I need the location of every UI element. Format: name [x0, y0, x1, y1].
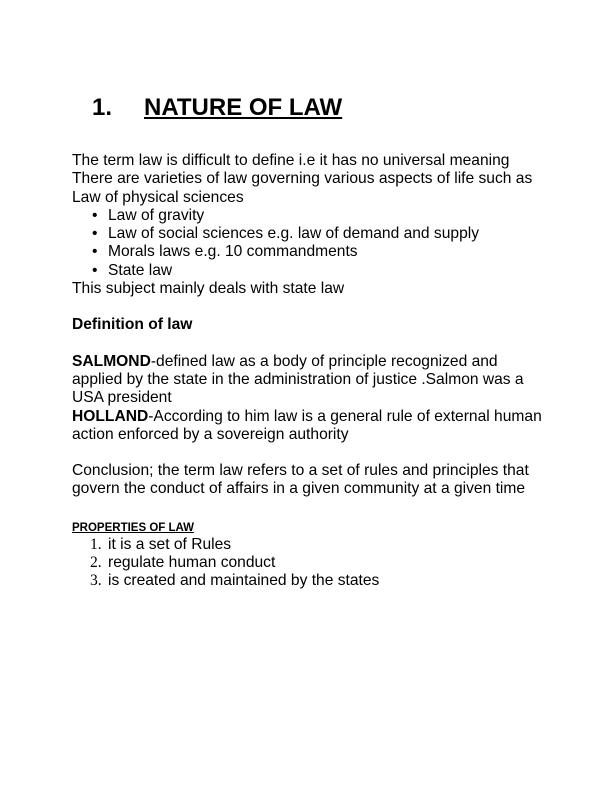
list-item: • State law — [72, 262, 552, 280]
intro-paragraph-3: Law of physical sciences — [72, 188, 244, 206]
salmond-name: SALMOND — [72, 352, 151, 370]
item-number: 3. — [90, 572, 102, 590]
item-text: is created and maintained by the states — [108, 572, 380, 590]
holland-definition — [72, 408, 552, 445]
list-item: • Law of gravity — [72, 207, 552, 225]
intro-paragraph-2: There are varieties of law governing various aspects of life such as — [72, 170, 533, 188]
item-text: regulate human conduct — [108, 554, 276, 572]
list-item — [72, 554, 552, 572]
salmond-text: -defined law as a body of principle recognized and applied by the state in the administration of justice .Salmon was a USA president — [72, 352, 524, 407]
heading-title: NATURE OF LAW — [144, 94, 343, 121]
properties-heading: PROPERTIES OF LAW — [72, 521, 195, 534]
item-number: 1. — [90, 535, 102, 553]
document-body — [72, 152, 552, 591]
list-item — [72, 572, 552, 590]
bullet-list — [72, 207, 552, 280]
holland-text: -According to him law is a general rule of external human action enforced by a sovereign authority — [72, 407, 542, 443]
heading-number: 1. — [92, 94, 113, 121]
salmond-definition — [72, 353, 552, 408]
after-bullets-text: This subject mainly deals with state law — [72, 280, 345, 298]
list-item: • Morals laws e.g. 10 commandments — [72, 243, 552, 261]
conclusion-paragraph: Conclusion; the term law refers to a set of rules and principles that govern the conduct of affairs in a given community at a given time — [72, 462, 529, 498]
holland-name: HOLLAND — [72, 407, 149, 425]
list-item — [72, 536, 552, 554]
page-title — [92, 92, 342, 124]
item-text: it is a set of Rules — [108, 535, 232, 553]
list-item: • Law of social sciences e.g. law of demand and supply — [72, 225, 552, 243]
properties-list — [72, 536, 552, 591]
item-number: 2. — [90, 554, 102, 572]
intro-paragraph-1: The term law is difficult to define i.e it has no universal meaning — [72, 152, 510, 169]
definition-heading: Definition of law — [72, 316, 193, 334]
